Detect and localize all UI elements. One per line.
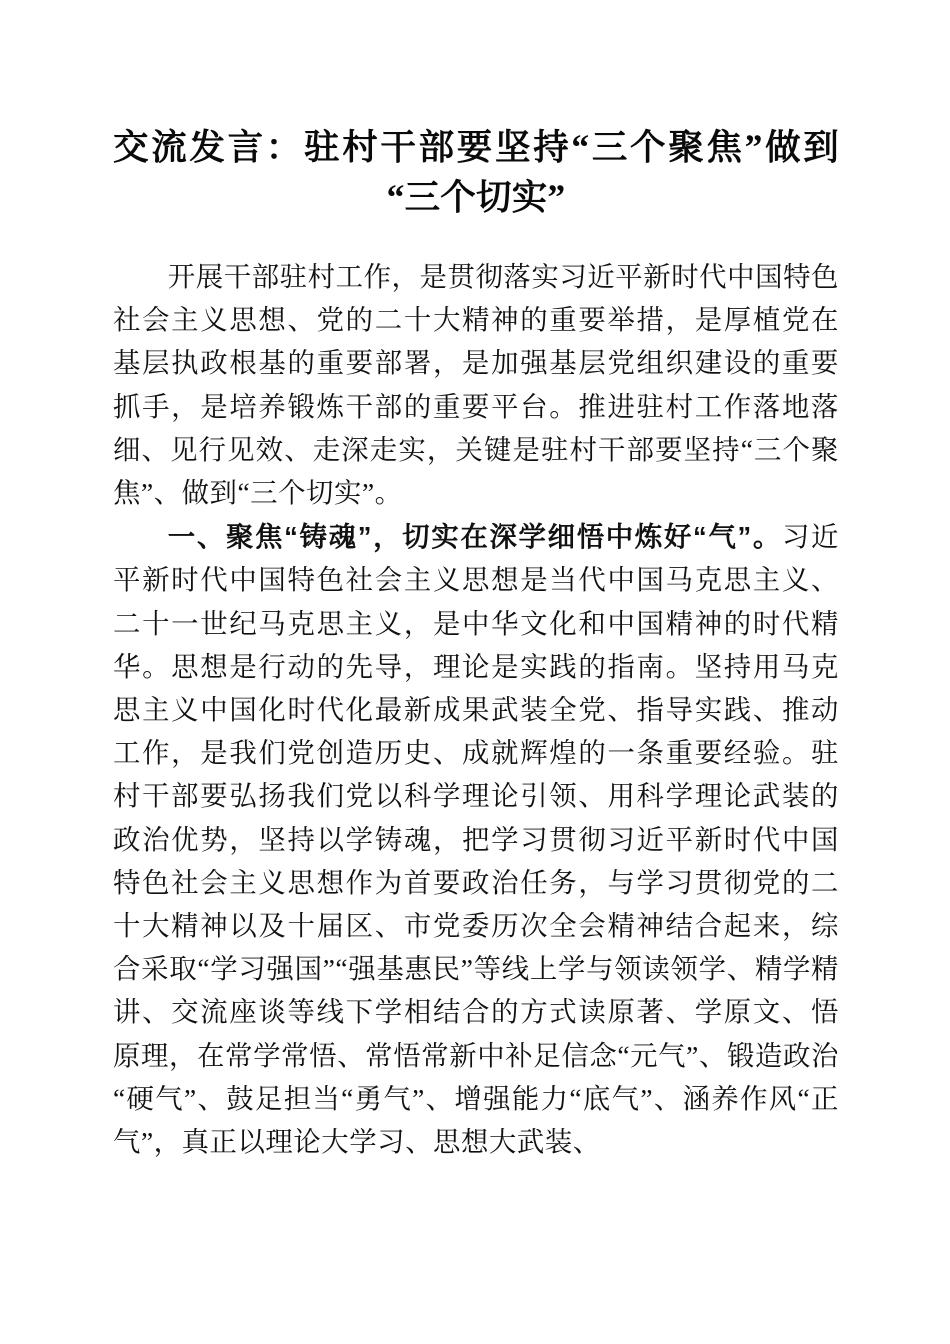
document-content — [113, 0, 839, 1164]
section-one-text: 习近平新时代中国特色社会主义思想是当代中国马克思主义、二十一世纪马克思主义，是中华文化和中国精神的时代精华。思想是行动的先导，理论是实践的指南。坚持用马克思主义中国化时代化最新成果武装全党、指导实践、推动工作，是我们党创造历史、成就辉煌的一条重要经验。驻村干部要弘扬我们党以科学理论引领、用科学理论武装的政治优势，坚持以学铸魂，把学习贯彻习近平新时代中国特色社会主义思想作为首要政治任务，与学习贯彻党的二十大精神以及十届区、市党委历次全会精神结合起来，综合采取“学习强国”“强基惠民”等线上学与领读领学、精学精讲、交流座谈等线下学相结合的方式读原著、学原文、悟原理，在常学常悟、常悟常新中补足信念“元气”、锻造政治“硬气”、鼓足担当“勇气”、增强能力“底气”、涵养作风“正气”，真正以理论大学习、思想大武装、 — [113, 522, 839, 1158]
paragraph-intro — [113, 256, 839, 515]
document-body — [113, 222, 839, 1164]
document-title-line-2: “三个切实” — [386, 177, 566, 217]
paragraph-section-one — [113, 515, 839, 1164]
document-title — [113, 0, 839, 222]
section-one-heading: 一、聚焦“铸魂”，切实在深学细悟中炼好“气”。 — [167, 521, 783, 553]
paragraph-intro-text: 开展干部驻村工作，是贯彻落实习近平新时代中国特色社会主义思想、党的二十大精神的重要举措，是厚植党在基层执政根基的重要部署，是加强基层党组织建设的重要抓手，是培养锻炼干部的重要平台。推进驻村工作落地落细、见行见效、走深走实，关键是驻村干部要坚持“三个聚焦”、做到“三个切实”。 — [113, 262, 839, 509]
document-title-line-1: 交流发言：驻村干部要坚持“三个聚焦”做到 — [113, 127, 839, 167]
